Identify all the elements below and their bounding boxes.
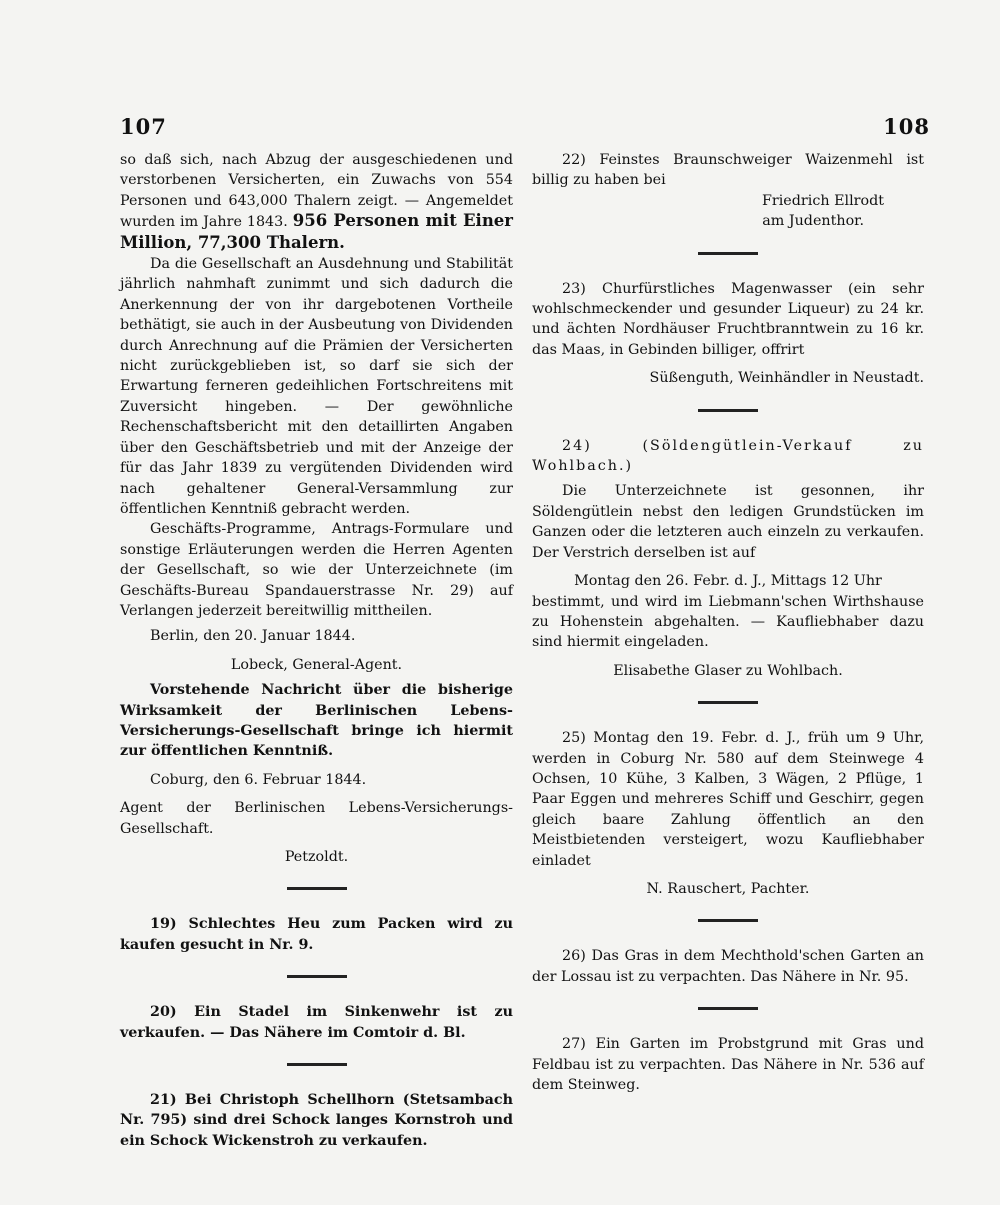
divider-rule <box>698 252 758 255</box>
divider-rule <box>698 409 758 412</box>
paragraph-dividends: Da die Gesellschaft an Ausdehnung und Stabilität jährlich nahmhaft zunimmt und sich dadurch die Anerkennung der von ihr dargebotenen Vortheile bethätigt, sie auch in der Ausbeutung von Dividenden durch Anrechnung auf die Prämien der Versicherten nicht zurückgeblieben ist, so darf sie sich der Erwartung ferneren gedeihlichen Fortschreitens mit Zuversicht hingeben. — Der gewöhnliche Rechenschaftsbericht mit den detaillirten Angaben über den Geschäftsbetrieb und mit der Anzeige der für das Jahr 1839 zu vergütenden Dividenden wird nach gehaltener General-Versammlung zur öffentlichen Kenntniß gebracht werden. <box>120 256 513 517</box>
ad-23-signature: Süßenguth, Weinhändler in Neustadt. <box>649 370 924 387</box>
ad-19: 19) Schlechtes Heu zum Packen wird zu kaufen gesucht in Nr. 9. <box>120 916 513 953</box>
intro-bold-figure: 956 Personen mit Einer Million, 77,300 Thalern. <box>120 211 514 252</box>
page-number-left: 107 <box>120 114 167 139</box>
agent-title: Agent der Berlinischen Lebens-Versicherungs-Gesellschaft. <box>120 800 513 837</box>
ad-25-signature: N. Rauschert, Pachter. <box>646 880 810 897</box>
ad-24-paragraph: Die Unterzeichnete ist gesonnen, ihr Söldengütlein nebst den ledigen Grundstücken im Ganzen oder die letzteren auch einzeln zu verkaufen. Der Verstrich derselben ist auf <box>532 483 924 561</box>
paragraph-intro <box>120 150 513 254</box>
ad-22: 22) Feinstes Braunschweiger Waizenmehl ist billig zu haben bei <box>532 152 924 189</box>
signature-petzoldt: Petzoldt. <box>284 849 349 865</box>
notice-paragraph: Vorstehende Nachricht über die bisherige Wirksamkeit der Berlinischen Lebens-Versicherungs-Gesellschaft bringe ich hiermit zur öffentlichen Kenntniß. <box>120 682 513 760</box>
left-column <box>120 150 513 1151</box>
ad-25: 25) Montag den 19. Febr. d. J., früh um 9 Uhr, werden in Coburg Nr. 580 auf dem Steinwege 4 Ochsen, 10 Kühe, 3 Kalben, 3 Wägen, 2 Pflüge, 1 Paar Eggen und mehreres Schiff und Geschirr, gegen gleich baare Zahlung öffentlich an den Meistbietenden versteigert, wozu Kaufliebhaber einladet <box>532 730 924 869</box>
divider-rule <box>287 1063 347 1066</box>
divider-rule <box>698 1007 758 1010</box>
ad-22-signature-name: Friedrich Ellrodt <box>761 192 884 209</box>
intro-text: so daß sich, nach Abzug der ausgeschiedenen und verstorbenen Versicherten, ein Zuwachs von 554 Personen und 643,000 Thalern zeigt. — Angemeldet wurden im Jahre 1843. <box>120 152 513 231</box>
ad-21: 21) Bei Christoph Schellhorn (Stetsambach Nr. 795) sind drei Schock langes Kornstroh und ein Schock Wickenstroh zu verkaufen. <box>120 1092 513 1149</box>
ad-23: 23) Churfürstliches Magenwasser (ein sehr wohlschmeckender und gesunder Liqueur) zu 24 kr. und ächten Nordhäuser Fruchtbranntwein zu 16 kr. das Maas, in Gebinden billiger, offrirt <box>532 280 924 358</box>
ad-20: 20) Ein Stadel im Sinkenwehr ist zu verkaufen. — Das Nähere im Comtoir d. Bl. <box>120 1004 513 1041</box>
paragraph-programmes: Geschäfts-Programme, Antrags-Formulare und sonstige Erläuterungen werden die Herren Agenten der Gesellschaft, so wie der Unterzeichnete (im Geschäfts-Bureau Spandauerstrasse Nr. 29) auf Verlangen jederzeit bereitwillig mittheilen. <box>120 521 513 619</box>
divider-rule <box>287 887 347 890</box>
page-number-right: 108 <box>883 114 930 139</box>
ad-24-title: 24) (Söldengütlein-Verkauf zu Wohlbach.) <box>532 437 924 475</box>
signature-lobeck: Lobeck, General-Agent. <box>230 656 403 673</box>
ad-26: 26) Das Gras in dem Mechthold'schen Garten an der Lossau ist zu verpachten. Das Nähere in Nr. 95. <box>532 948 924 985</box>
right-column <box>532 150 924 1095</box>
divider-rule <box>698 919 758 922</box>
ad-24-paragraph-continued: bestimmt, und wird im Liebmann'schen Wirthshause zu Hohenstein abgehalten. — Kaufliebhaber dazu sind hiermit eingeladen. <box>532 593 924 651</box>
dateline-berlin: Berlin, den 20. Januar 1844. <box>150 628 356 645</box>
ad-22-signature-place: am Judenthor. <box>762 213 864 230</box>
ad-24-date: Montag den 26. Febr. d. J., Mittags 12 Uhr <box>574 573 882 590</box>
divider-rule <box>287 975 347 978</box>
divider-rule <box>698 701 758 704</box>
ad-27: 27) Ein Garten im Probstgrund mit Gras und Feldbau ist zu verpachten. Das Nähere in Nr. 536 auf dem Steinweg. <box>532 1036 924 1093</box>
dateline-coburg: Coburg, den 6. Februar 1844. <box>150 771 367 788</box>
ad-24-signature: Elisabethe Glaser zu Wohlbach. <box>613 662 843 679</box>
